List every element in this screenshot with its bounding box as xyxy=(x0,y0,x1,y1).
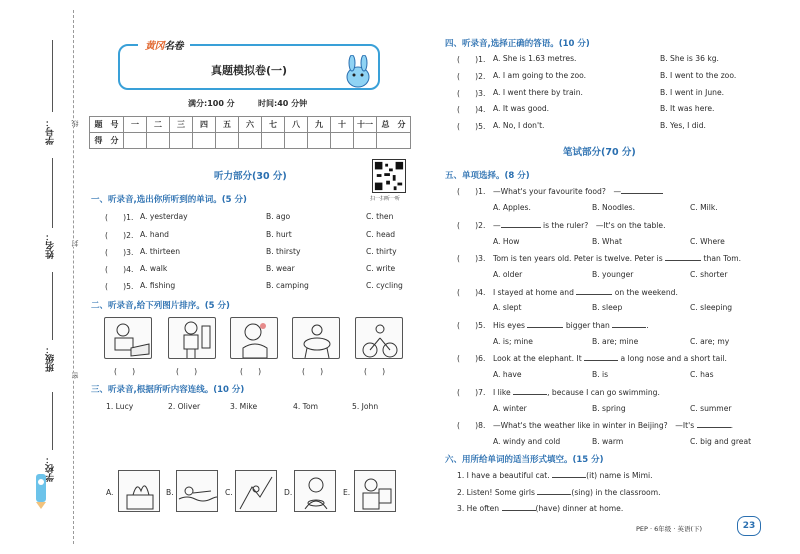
option-b: B. warm xyxy=(592,437,624,446)
rabbit-mascot-icon xyxy=(340,55,376,89)
question-stem: is the ruler? —It's on the table. xyxy=(540,221,666,230)
answer-blank[interactable] xyxy=(584,353,618,361)
question-stem: His eyes xyxy=(493,321,528,330)
page-title: 真题模拟卷(一) xyxy=(210,64,288,77)
option-b: B. ago xyxy=(266,212,291,221)
section-2-title: 二、听录音,给下列图片排序。(5 分) xyxy=(91,301,230,311)
question-number[interactable]: ( )2. xyxy=(457,72,486,81)
class-label: 班级： xyxy=(46,345,56,372)
option-b: B. younger xyxy=(592,270,634,279)
student-number-blank xyxy=(52,40,53,112)
question-text xyxy=(493,420,733,431)
option-a: A. No, I don't. xyxy=(493,121,545,130)
question-stem: (sing) in the classroom. xyxy=(571,488,661,497)
answer-blank[interactable] xyxy=(612,320,649,330)
qr-caption: 扫一扫听一听 xyxy=(370,196,401,202)
option-a: A. She is 1.63 metres. xyxy=(493,54,577,63)
score-cell: 十 xyxy=(331,117,354,133)
question-stem: than Tom. xyxy=(701,254,742,263)
option-a: A. fishing xyxy=(140,281,176,290)
question-number[interactable]: ( )5. xyxy=(457,122,486,131)
option-c: C. write xyxy=(366,264,396,273)
option-c: C. has xyxy=(690,370,714,379)
person-name[interactable]: 1. Lucy xyxy=(106,402,134,411)
question-stem: . xyxy=(730,421,733,430)
seal-word-secret: 密 xyxy=(71,372,79,379)
score-cell: 四 xyxy=(193,117,216,133)
picture-girl-eating[interactable] xyxy=(294,470,336,512)
student-number-label: 学号： xyxy=(46,118,56,145)
option-a: A. It was good. xyxy=(493,104,550,113)
option-b: B. sleep xyxy=(592,303,623,312)
option-b: B. hurt xyxy=(266,230,292,239)
question-number[interactable]: ( )4. xyxy=(457,288,486,297)
question-text xyxy=(493,220,666,231)
option-c: C. summer xyxy=(690,404,732,413)
option-a: A. Apples. xyxy=(493,203,531,212)
score-blank-cell[interactable] xyxy=(262,133,285,149)
option-b: B. thirsty xyxy=(266,247,301,256)
question-stem: (it) name is Mimi. xyxy=(586,471,653,480)
score-cell: 十一 xyxy=(354,117,377,133)
question-stem: (have) dinner at home. xyxy=(535,504,624,513)
class-blank xyxy=(52,272,53,340)
exam-time: 时间:40 分钟 xyxy=(258,99,308,108)
question-text xyxy=(493,353,727,363)
score-cell: 二 xyxy=(147,117,170,133)
list-item xyxy=(457,503,623,513)
option-c: C. shorter xyxy=(690,270,728,279)
question-number[interactable]: ( )3. xyxy=(457,89,486,98)
answer-bracket[interactable]: ( ) xyxy=(302,367,324,376)
score-cell: 五 xyxy=(216,117,239,133)
option-b: B. She is 36 kg. xyxy=(660,54,719,63)
answer-blank[interactable] xyxy=(665,253,701,261)
option-c: C. thirty xyxy=(366,247,397,256)
option-c: C. big and great xyxy=(690,437,752,446)
score-cell: 一 xyxy=(124,117,147,133)
name-label: 姓名： xyxy=(46,232,56,259)
section-3-title: 三、听录音,根据所听内容连线。(10 分) xyxy=(91,385,245,395)
listening-part-title: 听力部分(30 分) xyxy=(214,171,287,182)
question-stem: Tom is ten years old. Peter is twelve. Peter is xyxy=(493,254,666,263)
person-name[interactable]: 3. Mike xyxy=(230,402,258,411)
score-cell: 题 号 xyxy=(90,117,124,133)
binding-margin xyxy=(0,0,85,554)
answer-blank[interactable] xyxy=(502,503,536,511)
option-a: A. winter xyxy=(493,404,527,413)
binding-dashed-line xyxy=(73,10,74,544)
question-number[interactable]: ( )3. xyxy=(457,254,486,263)
picture-girl-hurt xyxy=(230,317,278,359)
question-stem: 2. Listen! Some girls xyxy=(457,488,538,497)
answer-bracket[interactable]: ( ) xyxy=(176,367,198,376)
question-number[interactable]: ( )4. xyxy=(105,265,134,274)
option-c: C. Milk. xyxy=(690,203,718,212)
question-stem: I stayed at home and xyxy=(493,288,577,297)
section-5-title: 五、单项选择。(8 分) xyxy=(445,171,530,181)
picture-reading xyxy=(104,317,152,359)
section-6-title: 六、用所给单词的适当形式填空。(15 分) xyxy=(445,455,604,465)
option-a: A. windy and cold xyxy=(493,437,561,446)
list-item xyxy=(457,487,661,497)
option-a: A. thirteen xyxy=(140,247,181,256)
question-stem: —What's your favourite food? — xyxy=(493,187,622,196)
score-table-header-row xyxy=(90,117,411,133)
answer-blank[interactable] xyxy=(513,387,547,395)
score-blank-cell[interactable] xyxy=(308,133,331,149)
option-a: A. walk xyxy=(140,264,168,273)
option-a: A. slept xyxy=(493,303,522,312)
person-name[interactable]: 5. John xyxy=(352,402,379,411)
option-b: B. Noodles. xyxy=(592,203,635,212)
question-number[interactable]: ( )3. xyxy=(105,248,134,257)
match-letter: D. xyxy=(284,488,293,497)
brand-logo xyxy=(138,37,190,53)
question-number[interactable]: ( )1. xyxy=(457,55,486,64)
score-cell: 七 xyxy=(262,117,285,133)
question-number[interactable]: ( )5. xyxy=(457,321,486,330)
question-stem: bigger than xyxy=(563,321,613,330)
question-number[interactable]: ( )1. xyxy=(457,187,486,196)
match-letter: A. xyxy=(106,488,114,497)
person-name[interactable]: 2. Oliver xyxy=(168,402,201,411)
option-a: A. is; mine xyxy=(493,337,533,346)
page-number: 23 xyxy=(737,516,761,536)
question-stem: I like xyxy=(493,388,514,397)
option-b: B. wear xyxy=(266,264,295,273)
option-b: B. spring xyxy=(592,404,626,413)
question-text xyxy=(493,387,660,397)
score-blank-cell[interactable] xyxy=(193,133,216,149)
question-text xyxy=(493,320,649,330)
question-stem: , because I can go swimming. xyxy=(547,388,660,397)
question-stem: 1. I have a beautiful cat. xyxy=(457,471,553,480)
person-name[interactable]: 4. Tom xyxy=(293,402,319,411)
score-cell: 六 xyxy=(239,117,262,133)
question-text xyxy=(493,253,741,263)
option-c: C. are; my xyxy=(690,337,730,346)
logo-part-b: 名卷 xyxy=(164,41,183,52)
score-row-label: 得 分 xyxy=(90,133,124,149)
answer-blank[interactable] xyxy=(576,287,612,295)
score-table-score-row xyxy=(90,133,411,149)
option-b: B. I went in June. xyxy=(660,88,725,97)
question-stem: on the weekend. xyxy=(612,288,678,297)
qr-code-icon[interactable] xyxy=(372,159,406,193)
score-blank-cell[interactable] xyxy=(170,133,193,149)
option-b: B. It was here. xyxy=(660,104,715,113)
match-letter: C. xyxy=(225,488,233,497)
section-1-title: 一、听录音,选出你所听到的单词。(5 分) xyxy=(91,195,247,205)
question-stem: — xyxy=(493,221,501,230)
question-number[interactable]: ( )4. xyxy=(457,105,486,114)
score-blank-cell[interactable] xyxy=(377,133,411,149)
seal-word-line: 线 xyxy=(71,120,79,127)
written-part-title: 笔试部分(70 分) xyxy=(563,147,636,158)
option-a: A. I am going to the zoo. xyxy=(493,71,587,80)
option-a: A. yesterday xyxy=(140,212,188,221)
score-blank-cell[interactable] xyxy=(147,133,170,149)
answer-bracket[interactable]: ( ) xyxy=(114,367,136,376)
picture-boy-standing xyxy=(168,317,216,359)
option-b: B. camping xyxy=(266,281,309,290)
score-cell: 三 xyxy=(170,117,193,133)
footer-info: PEP · 6年级 · 英语(下) xyxy=(636,525,703,533)
logo-part-a: 黄冈 xyxy=(145,41,164,52)
option-a: A. How xyxy=(493,237,520,246)
option-c: C. Where xyxy=(690,237,725,246)
match-letter: B. xyxy=(166,488,174,497)
answer-bracket[interactable]: ( ) xyxy=(364,367,386,376)
option-b: B. I went to the zoo. xyxy=(660,71,737,80)
answer-blank[interactable] xyxy=(527,320,563,328)
question-number[interactable]: ( )2. xyxy=(105,231,134,240)
list-item xyxy=(457,470,653,480)
mascot-pencil-icon xyxy=(30,470,52,510)
question-number[interactable]: ( )2. xyxy=(457,221,486,230)
question-number[interactable]: ( )8. xyxy=(457,421,486,430)
score-blank-cell[interactable] xyxy=(285,133,308,149)
question-stem: a long nose and a short tail. xyxy=(618,354,727,363)
picture-cycling xyxy=(355,317,403,359)
picture-cooking[interactable] xyxy=(118,470,160,512)
question-text xyxy=(493,287,678,297)
option-a: A. I went there by train. xyxy=(493,88,583,97)
score-blank-cell[interactable] xyxy=(239,133,262,149)
answer-blank[interactable] xyxy=(501,220,541,228)
option-a: A. older xyxy=(493,270,523,279)
option-b: B. is xyxy=(592,370,609,379)
name-blank xyxy=(52,158,53,228)
answer-blank[interactable] xyxy=(552,470,586,478)
score-cell: 九 xyxy=(308,117,331,133)
score-cell: 总 分 xyxy=(377,117,411,133)
score-blank-cell[interactable] xyxy=(331,133,354,149)
score-blank-cell[interactable] xyxy=(124,133,147,149)
option-c: C. cycling xyxy=(366,281,403,290)
match-letter: E. xyxy=(343,488,351,497)
question-number[interactable]: ( )5. xyxy=(105,282,134,291)
question-number[interactable]: ( )6. xyxy=(457,354,486,363)
option-a: A. hand xyxy=(140,230,169,239)
question-stem: Look at the elephant. It xyxy=(493,354,585,363)
question-stem: . xyxy=(646,321,649,330)
option-a: A. have xyxy=(493,370,522,379)
picture-climbing[interactable] xyxy=(235,470,277,512)
option-b: B. Yes, I did. xyxy=(660,121,706,130)
full-score: 满分:100 分 xyxy=(188,99,235,108)
answer-blank[interactable] xyxy=(537,487,571,495)
option-c: C. head xyxy=(366,230,396,239)
question-stem: —What's the weather like in winter in Beijing? —It's xyxy=(493,421,697,430)
question-text xyxy=(493,186,663,197)
picture-swimming[interactable] xyxy=(176,470,218,512)
question-number[interactable]: ( )7. xyxy=(457,388,486,397)
score-blank-cell[interactable] xyxy=(354,133,377,149)
question-stem: 3. He often xyxy=(457,504,502,513)
score-table xyxy=(89,116,411,149)
option-b: B. What xyxy=(592,237,622,246)
answer-blank[interactable] xyxy=(621,186,663,194)
option-c: C. sleeping xyxy=(690,303,733,312)
score-blank-cell[interactable] xyxy=(216,133,239,149)
option-c: C. then xyxy=(366,212,394,221)
picture-man-reading[interactable] xyxy=(354,470,396,512)
school-blank xyxy=(52,392,53,450)
section-4-title: 四、听录音,选择正确的答语。(10 分) xyxy=(445,39,590,49)
score-cell: 八 xyxy=(285,117,308,133)
seal-word-seal: 封 xyxy=(71,240,79,247)
picture-horse-riding xyxy=(292,317,340,359)
option-b: B. are; mine xyxy=(592,337,639,346)
question-number[interactable]: ( )1. xyxy=(105,213,134,222)
school-label: 学校： xyxy=(46,455,56,482)
answer-bracket[interactable]: ( ) xyxy=(240,367,262,376)
answer-blank[interactable] xyxy=(697,420,731,428)
